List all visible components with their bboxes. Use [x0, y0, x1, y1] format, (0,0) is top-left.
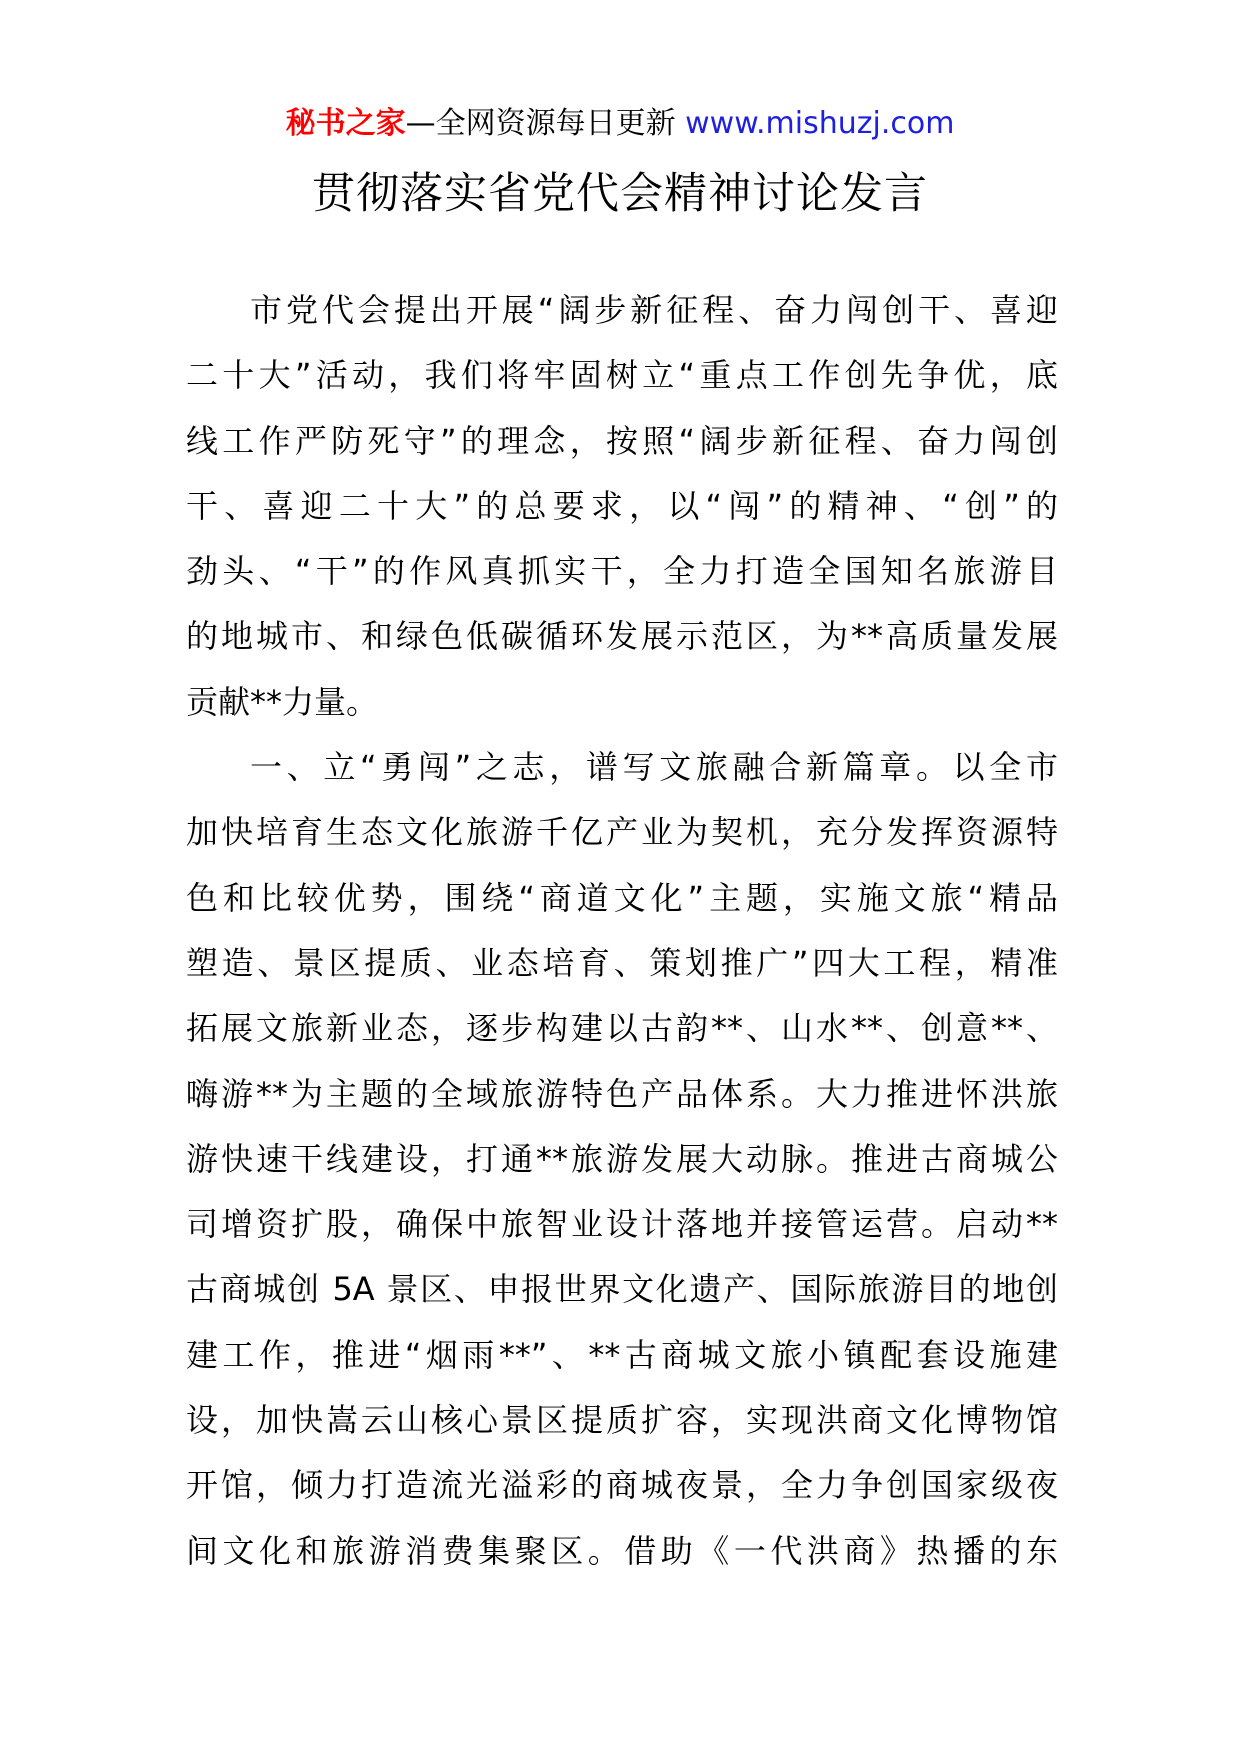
document-body: [186, 290, 1058, 1596]
text-line: 拓展文旅新业态，逐步构建以古韵**、山水**、创意**、: [186, 1009, 1058, 1048]
text-line: 一、立“勇闯”之志，谱写文旅融合新篇章。以全市: [250, 748, 1058, 787]
text-line: 加快培育生态文化旅游千亿产业为契机，充分发挥资源特: [186, 813, 1058, 852]
text-line: 建工作，推进“烟雨**”、**古商城文旅小镇配套设施建: [186, 1335, 1058, 1374]
text-line: 设，加快嵩云山核心景区提质扩容，实现洪商文化博物馆: [186, 1401, 1058, 1440]
site-url-link[interactable]: www.mishuzj.com: [685, 106, 955, 141]
text-line: 二十大”活动，我们将牢固树立“重点工作创先争优，底: [186, 356, 1058, 395]
text-line: 市党代会提出开展“阔步新征程、奋力闯创干、喜迎: [250, 291, 1058, 329]
text-line: 线工作严防死守”的理念，按照“阔步新征程、奋力闯创: [186, 421, 1058, 460]
text-line: 的地城市、和绿色低碳循环发展示范区，为**高质量发展: [186, 617, 1058, 656]
text-line: 色和比较优势，围绕“商道文化”主题，实施文旅“精品: [186, 878, 1058, 917]
text-line: 司增资扩股，确保中旅智业设计落地并接管运营。启动**: [186, 1205, 1058, 1244]
text-line: 干、喜迎二十大”的总要求，以“闯”的精神、“创”的: [186, 486, 1058, 525]
header-tagline: —全网资源每日更新: [405, 106, 686, 141]
text-line: 劲头、“干”的作风真抓实干，全力打造全国知名旅游目: [186, 552, 1058, 591]
text-line: 塑造、景区提质、业态培育、策划推广”四大工程，精准: [186, 943, 1058, 982]
text-line: 贡献**力量。: [186, 682, 379, 721]
document-title: 贯彻落实省党代会精神讨论发言: [312, 169, 928, 219]
text-line: 古商城创 5A 景区、申报世界文化遗产、国际旅游目的地创: [186, 1270, 1058, 1309]
paragraph: [186, 747, 1058, 1596]
brand-name: 秘书之家: [285, 106, 406, 141]
text-line: 开馆，倾力打造流光溢彩的商城夜景，全力争创国家级夜: [186, 1466, 1058, 1505]
site-header: [0, 104, 1240, 144]
text-line: 嗨游**为主题的全域旅游特色产品体系。大力推进怀洪旅: [186, 1074, 1058, 1113]
text-line: 游快速干线建设，打通**旅游发展大动脉。推进古商城公: [186, 1139, 1058, 1178]
paragraph: [186, 290, 1058, 747]
text-line: 间文化和旅游消费集聚区。借助《一代洪商》热播的东: [186, 1531, 1058, 1570]
